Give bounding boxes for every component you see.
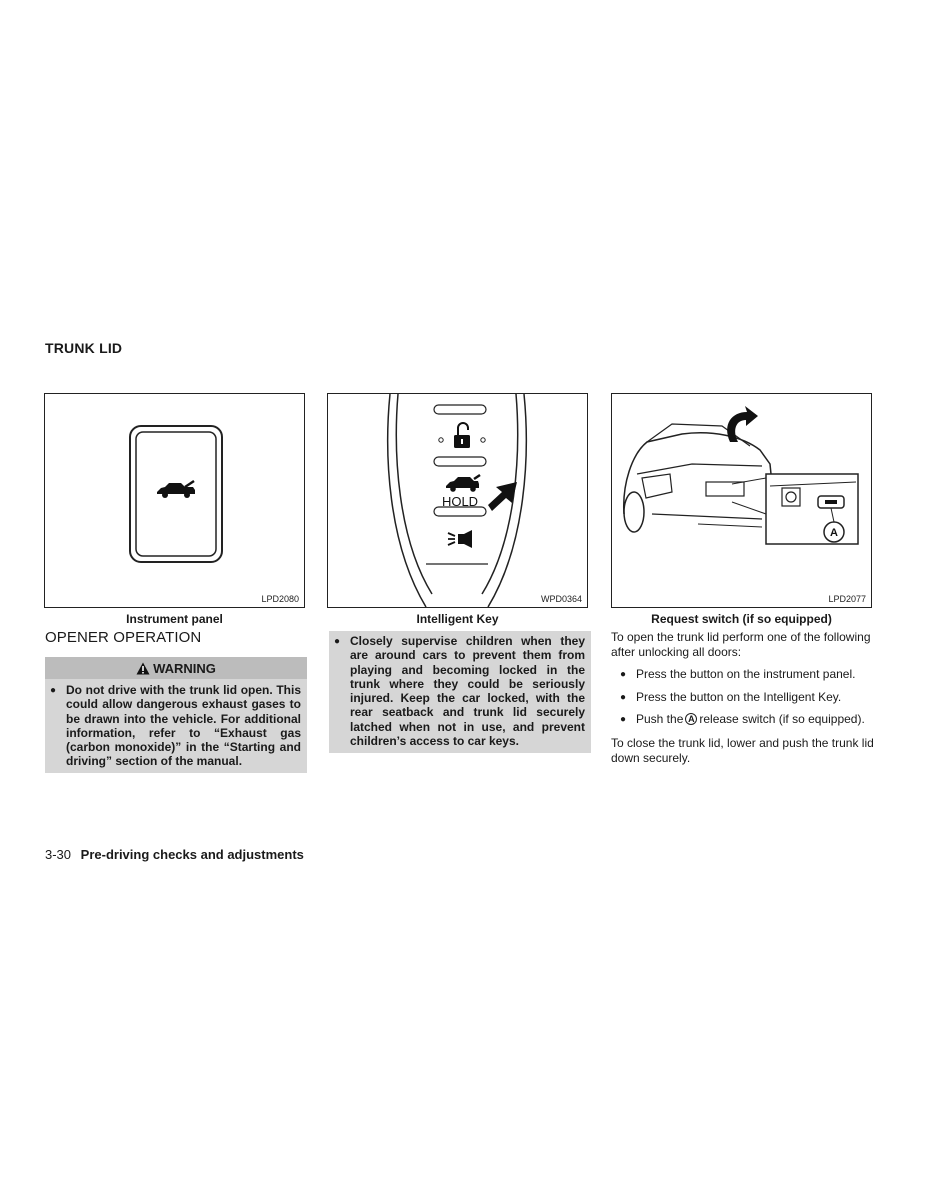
warning-text: Do not drive with the trunk lid open. This could allow dangerous exhaust gases to be drawn into the vehicle. For additional information, refer to “Exhaust gas (carbon monoxide)” in the “Starting and driving” section of the manual. <box>66 683 301 769</box>
list-item <box>620 690 841 704</box>
figure-caption: Instrument panel <box>126 612 223 626</box>
figure-instrument-panel <box>44 393 305 608</box>
list-item-text: release switch (if so equipped). <box>699 712 865 726</box>
trunk-open-icon <box>157 481 195 498</box>
bullet-icon: ● <box>334 636 341 647</box>
list-item <box>620 712 865 726</box>
figure-code: LPD2080 <box>261 594 299 604</box>
warning-box <box>45 657 307 773</box>
callout-a-icon: A <box>685 713 697 725</box>
curved-arrow-icon <box>727 406 758 442</box>
subheading: OPENER OPERATION <box>45 629 202 646</box>
callout-a: A <box>830 527 838 539</box>
bullet-icon: ● <box>620 713 627 725</box>
warning-triangle-icon <box>136 662 150 675</box>
trunk-icon <box>446 475 480 492</box>
unlock-icon <box>454 423 470 448</box>
section-title: TRUNK LID <box>45 340 123 356</box>
page-footer <box>45 847 304 862</box>
bullet-icon: ● <box>620 691 627 703</box>
warning-item <box>329 631 591 752</box>
figure-intelligent-key <box>327 393 588 608</box>
list-item-text: Press the button on the Intelligent Key. <box>636 690 842 704</box>
warning-header <box>45 657 307 679</box>
list-item-text: Push the <box>636 712 684 726</box>
panic-alarm-icon <box>448 530 472 548</box>
list-item-text: Press the button on the instrument panel. <box>636 667 856 681</box>
figure-code: LPD2077 <box>828 594 866 604</box>
page-number: 3-30 <box>45 847 72 862</box>
warning-item <box>45 679 307 773</box>
figure-caption: Request switch (if so equipped) <box>651 612 832 626</box>
footer-section-title: Pre-driving checks and adjustments <box>80 847 304 862</box>
car-rear-illustration <box>612 394 871 607</box>
hold-label: HOLD <box>441 494 479 509</box>
figure-caption: Intelligent Key <box>416 612 499 626</box>
figure-request-switch <box>611 393 872 608</box>
warning-text: Closely supervise children when they are around cars to prevent them from playing and becoming locked in the trunk where they could be seriously injured. Keep the car locked, with the rear seatback and trunk lid securely latched when not in use, and prevent children’s access to car keys. <box>350 634 585 749</box>
warning-box-continued <box>329 631 591 753</box>
bullet-icon: ● <box>620 668 627 680</box>
warning-title: WARNING <box>153 660 216 676</box>
bullet-icon: ● <box>50 685 57 696</box>
trunk-switch-illustration <box>45 394 304 607</box>
figure-code: WPD0364 <box>540 594 582 604</box>
list-item <box>620 667 855 681</box>
intelligent-key-illustration <box>328 394 587 607</box>
intro-paragraph: To open the trunk lid perform one of the following after unlocking all doors: <box>611 630 871 659</box>
closing-paragraph: To close the trunk lid, lower and push the trunk lid down securely. <box>611 736 874 765</box>
